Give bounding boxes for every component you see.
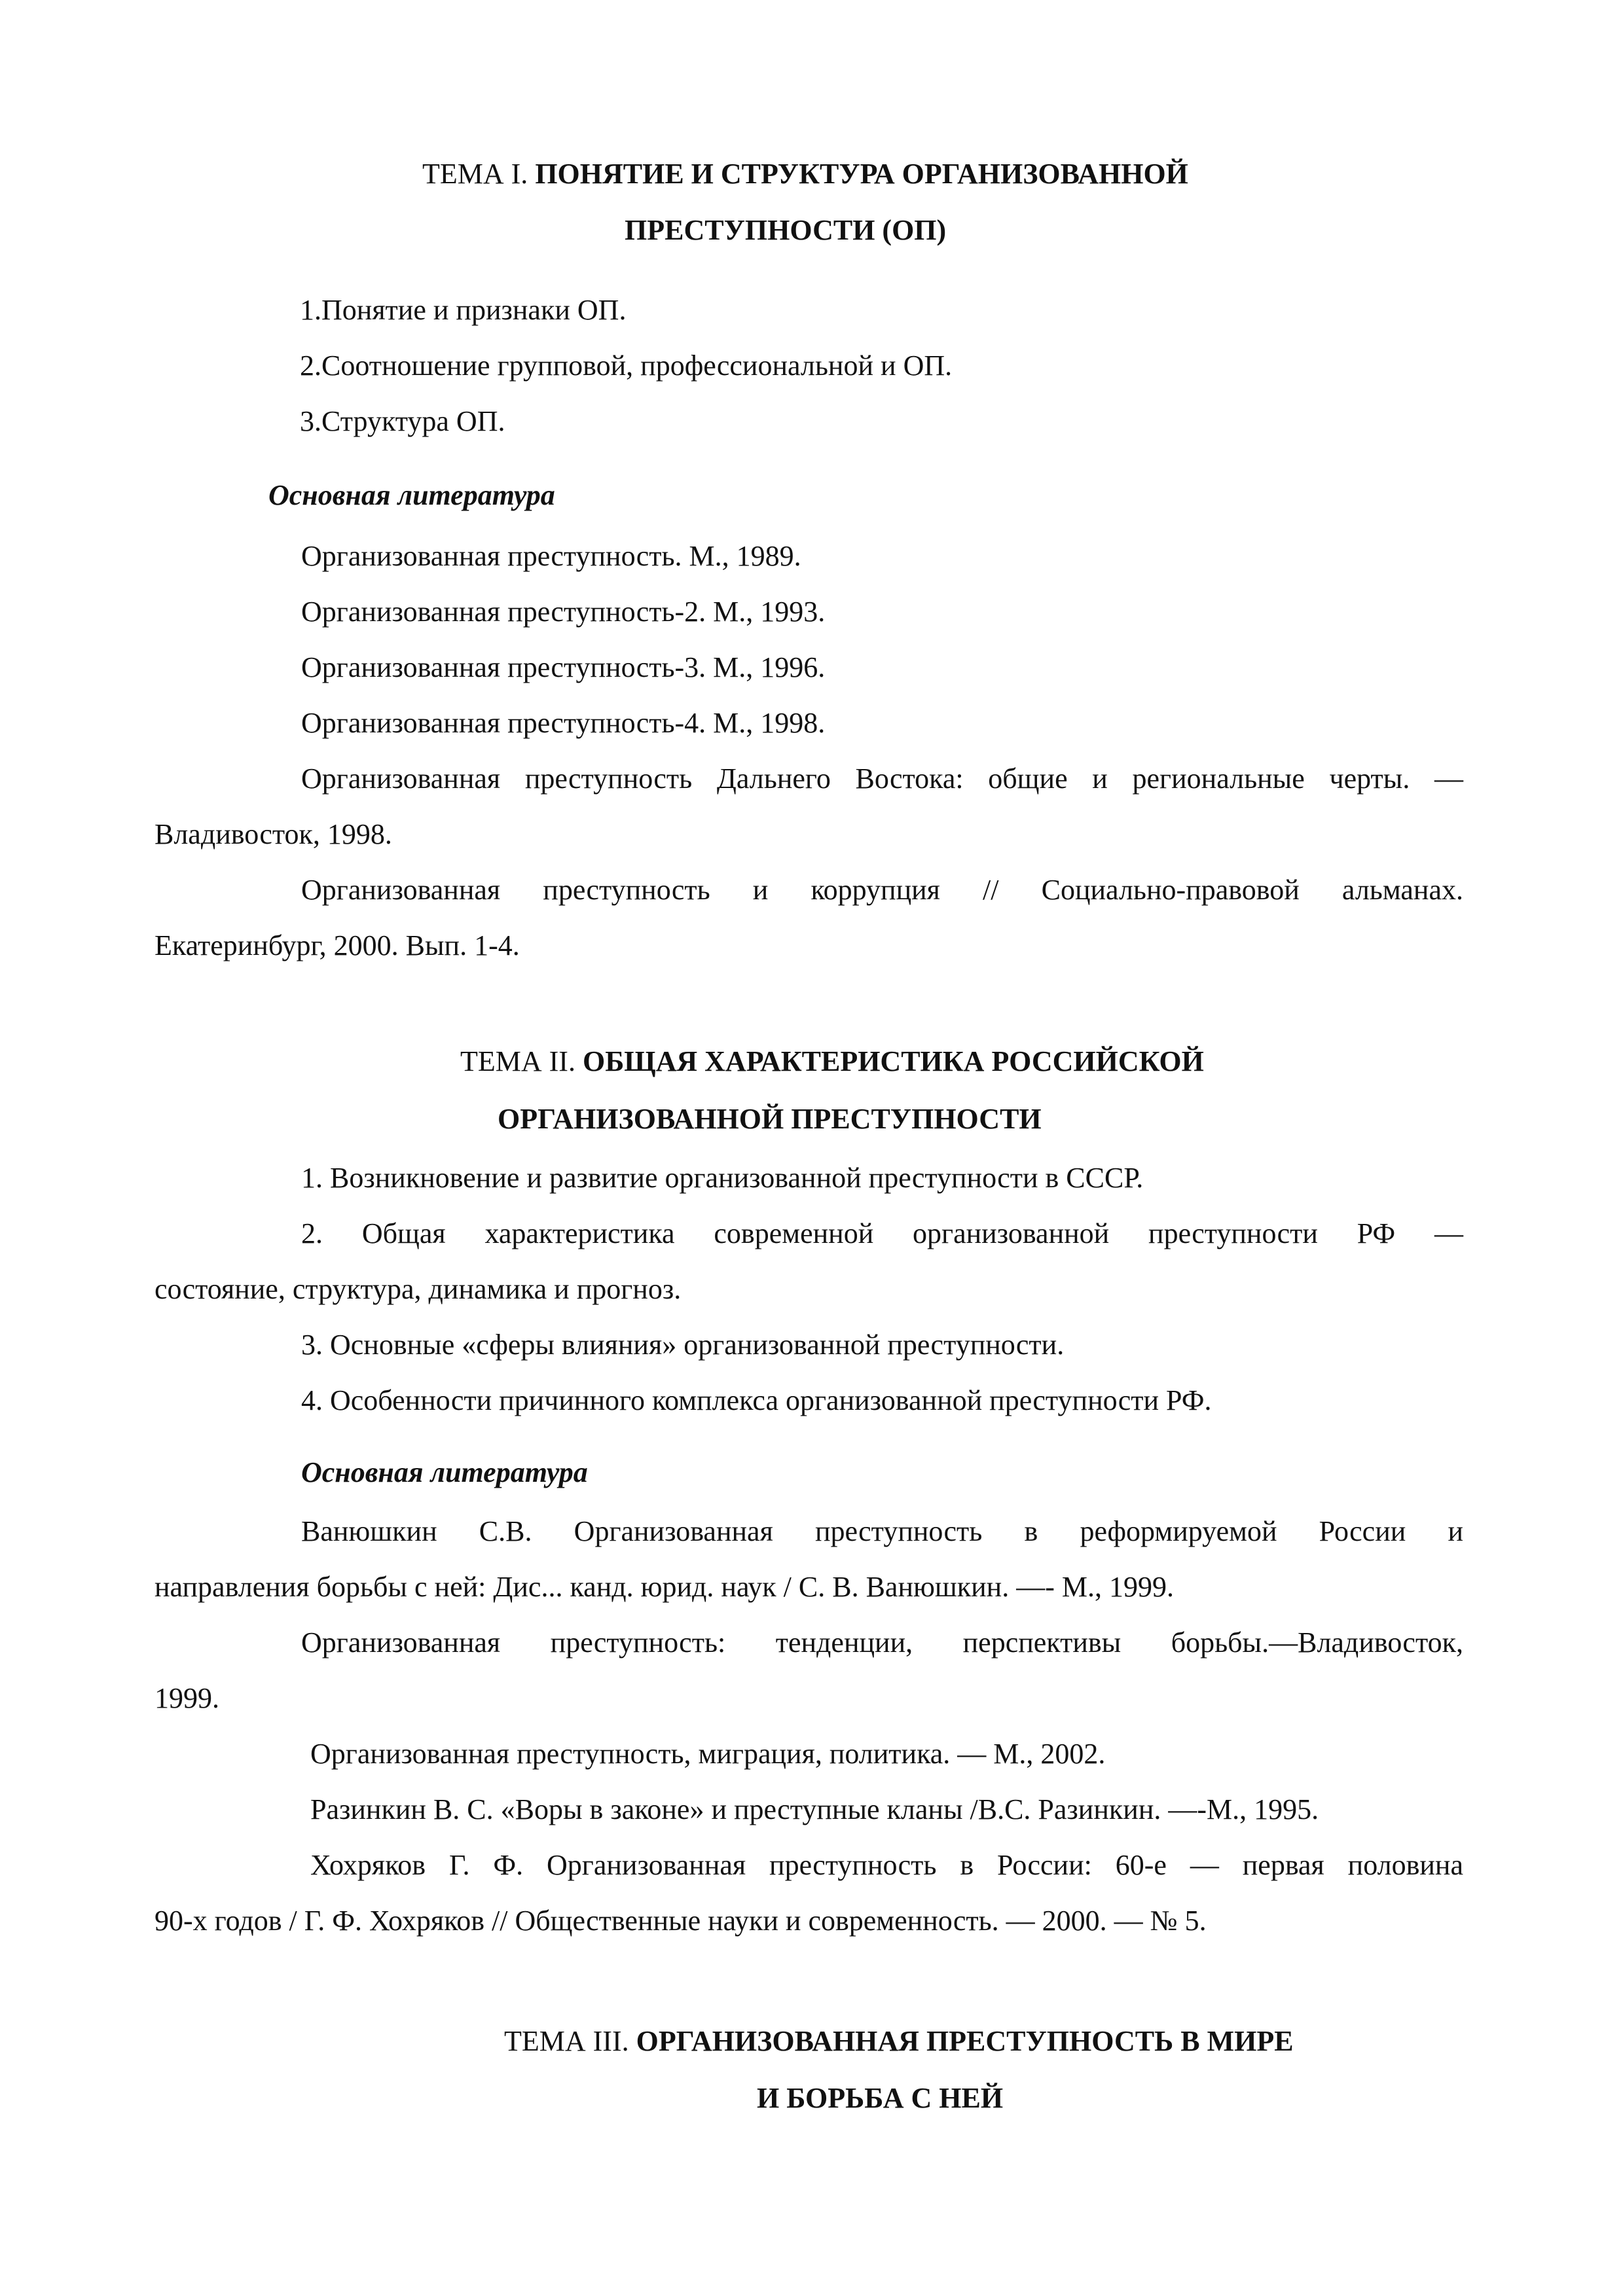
topic2-lit-5: Хохряков Г. Ф. Организованная преступность в России: 60-е — первая половина (310, 1849, 1463, 1881)
topic2-lit-3: Организованная преступность, миграция, политика. — М., 2002. (310, 1738, 1106, 1770)
topic2-item-4: 4. Особенности причинного комплекса организованной преступности РФ. (301, 1384, 1212, 1416)
topic1-lit-heading: Основная литература (268, 479, 555, 511)
topic1-item-2: 2.Соотношение групповой, профессиональной и ОП. (300, 350, 953, 382)
topic3-title-line2: И БОРЬБА С НЕЙ (757, 2082, 1004, 2114)
topic2-lit-4: Разинкин В. С. «Воры в законе» и преступные кланы /В.С. Разинкин. —-М., 1995. (310, 1793, 1319, 1825)
topic2-title-line1: ОБЩАЯ ХАРАКТЕРИСТИКА РОССИЙСКОЙ (582, 1045, 1204, 1077)
topic2-heading (460, 1047, 1204, 1076)
topic1-lit-3: Организованная преступность-3. М., 1996. (301, 651, 826, 683)
topic1-item-3: 3.Структура ОП. (300, 405, 505, 437)
topic2-item-2: 2. Общая характеристика современной организованной преступности РФ — (301, 1217, 1463, 1249)
topic1-title-line2: ПРЕСТУПНОСТИ (ОП) (625, 214, 947, 246)
topic2-lit-2: Организованная преступность: тенденции, перспективы борьбы.—Владивосток, (301, 1626, 1463, 1659)
topic2-item-3: 3. Основные «сферы влияния» организованной преступности. (301, 1329, 1065, 1361)
topic3-title-line1: ОРГАНИЗОВАННАЯ ПРЕСТУПНОСТЬ В МИРЕ (636, 2025, 1294, 2057)
topic1-title-line1: ПОНЯТИЕ И СТРУКТУРА ОРГАНИЗОВАННОЙ (535, 158, 1188, 190)
topic1-heading (422, 160, 1188, 188)
topic3-heading (504, 2027, 1294, 2056)
topic1-lit-6: Организованная преступность и коррупция // Социально-правовой альманах. (301, 874, 1463, 906)
topic1-lit-5-cont: Владивосток, 1998. (155, 818, 392, 850)
topic2-lit-1: Ванюшкин С.В. Организованная преступность в реформируемой России и (301, 1515, 1463, 1547)
topic2-lit-2-cont: 1999. (155, 1682, 219, 1714)
topic1-lit-6-cont: Екатеринбург, 2000. Вып. 1-4. (155, 929, 520, 961)
topic2-lit-1-cont: направления борьбы с ней: Дис... канд. юрид. наук / С. В. Ванюшкин. —- М., 1999. (155, 1571, 1174, 1603)
topic2-item-2-cont: состояние, структура, динамика и прогноз. (155, 1273, 682, 1305)
topic2-lit-5-cont: 90-х годов / Г. Ф. Хохряков // Общественные науки и современность. — 2000. — № 5. (155, 1905, 1207, 1937)
topic1-item-1: 1.Понятие и признаки ОП. (300, 294, 627, 326)
topic3-label: ТЕМА III. (504, 2025, 629, 2057)
topic1-lit-2: Организованная преступность-2. М., 1993. (301, 596, 826, 628)
topic2-label: ТЕМА II. (460, 1045, 575, 1077)
topic1-lit-4: Организованная преступность-4. М., 1998. (301, 707, 826, 739)
topic1-label: ТЕМА I. (422, 158, 528, 190)
topic1-lit-5: Организованная преступность Дальнего Востока: общие и региональные черты. — (301, 762, 1463, 795)
topic1-lit-1: Организованная преступность. М., 1989. (301, 540, 801, 572)
topic2-title-line2: ОРГАНИЗОВАННОЙ ПРЕСТУПНОСТИ (498, 1103, 1042, 1135)
topic2-lit-heading: Основная литература (301, 1456, 588, 1488)
topic2-item-1: 1. Возникновение и развитие организованной преступности в СССР. (301, 1162, 1144, 1194)
